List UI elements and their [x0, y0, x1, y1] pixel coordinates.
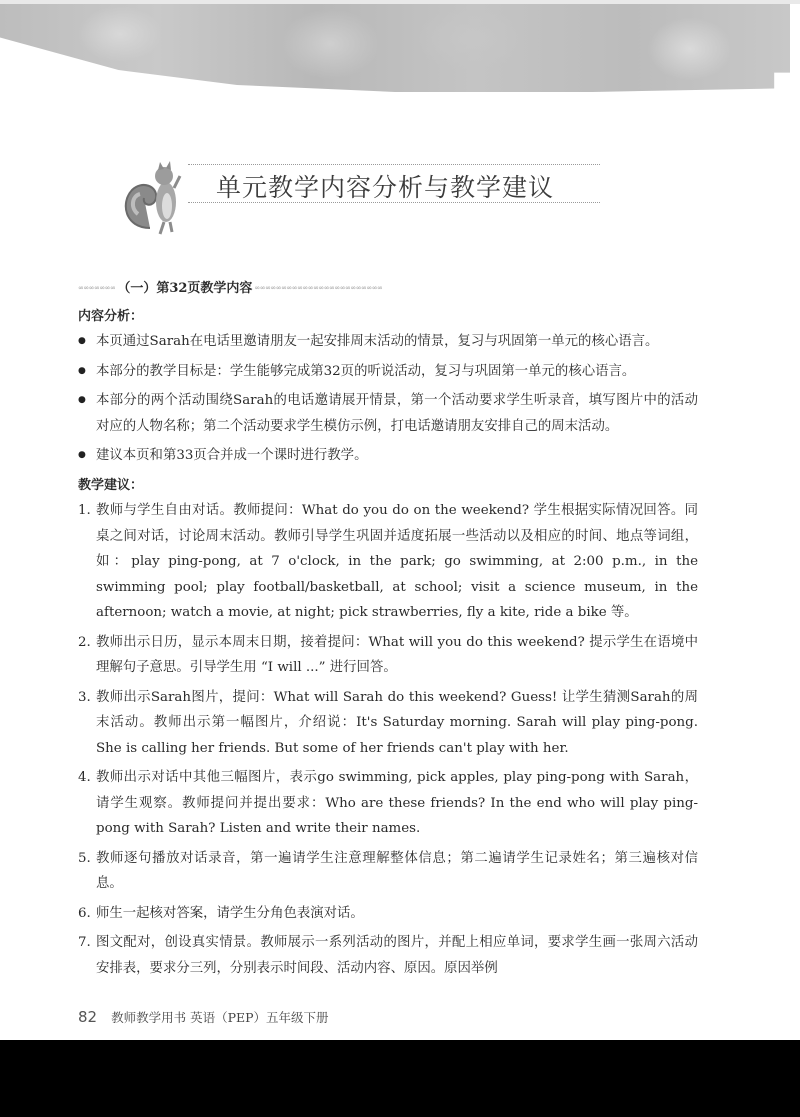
wave-ornament-left: ∞∞∞∞∞∞∞ [78, 284, 116, 292]
heading-dotted-rule-top [188, 164, 600, 165]
wave-ornament-right: ∞∞∞∞∞∞∞∞∞∞∞∞∞∞∞∞∞∞∞∞∞∞∞∞ [254, 284, 383, 292]
suggestion-step [78, 685, 698, 762]
suggestion-step [78, 846, 698, 897]
heading-dotted-rule-bottom [188, 202, 600, 203]
page-body [78, 276, 698, 985]
suggestion-step [78, 930, 698, 981]
analysis-item: ● 本页通过Sarah在电话里邀请朋友一起安排周末活动的情景，复习与巩固第一单元的核心语言。 [78, 329, 698, 355]
step-text: 教师出示对话中其他三幅图片，表示go swimming, pick apples, play ping-pong with Sarah，请学生观察。教师提问并提出要求：Who are these friends? In the end who will play ping-pong with Sarah? Listen and write their names. [96, 770, 698, 836]
section-heading-text: （一）第32页教学内容 [117, 281, 253, 296]
chapter-title: 单元教学内容分析与教学建议 [216, 173, 555, 202]
step-number: 5. [78, 850, 91, 866]
step-number: 3. [78, 689, 91, 705]
step-number: 2. [78, 634, 91, 650]
suggestion-step [78, 630, 698, 681]
scan-black-border [0, 1040, 800, 1117]
step-number: 7. [78, 935, 91, 950]
suggestion-step [78, 498, 698, 626]
page-number: 82 [78, 1008, 98, 1026]
step-number: 6. [78, 905, 91, 921]
step-text: 图文配对，创设真实情景。教师展示一系列活动的图片，并配上相应单词，要求学生画一张周六活动安排表，要求分三列，分别表示时间段、活动内容、原因。原因举例 [96, 935, 698, 976]
analysis-item: ● 本部分的教学目标是：学生能够完成第32页的听说活动，复习与巩固第一单元的核心语言。 [78, 359, 698, 385]
suggestion-step [78, 765, 698, 842]
step-text: 教师逐句播放对话录音，第一遍请学生注意理解整体信息；第二遍请学生记录姓名；第三遍核对信息。 [96, 850, 698, 891]
step-text: 教师出示日历，显示本周末日期，接着提问：What will you do this weekend? 提示学生在语境中理解句子意思。引导学生用 “I will ...” 进行回答。 [96, 634, 698, 675]
step-text: 教师与学生自由对话。教师提问：What do you do on the weekend? 学生根据实际情况回答。同桌之间对话，讨论周末活动。教师引导学生巩固并适度拓展一些活动以及相应的时间、地点等词组，如：play ping-pong, at 7 o'clock, in the park; go swimming, at 2:00 p.m., in the swimming pool; play football/basketball, at school; visit a science museum, in the afternoon; watch a movie, at night; pick strawberries, fly a kite, ride a bike 等。 [96, 503, 698, 620]
step-text: 师生一起核对答案，请学生分角色表演对话。 [96, 905, 364, 921]
analysis-label: 内容分析： [78, 308, 144, 324]
analysis-list [78, 329, 698, 469]
step-number: 4. [78, 770, 91, 785]
step-number: 1. [78, 503, 91, 518]
suggestions-label: 教学建议： [78, 477, 144, 493]
suggestions-list [78, 498, 698, 981]
book-title: 教师教学用书 英语（PEP）五年级下册 [111, 1010, 329, 1025]
section-heading [78, 276, 698, 302]
chapter-heading [120, 150, 600, 250]
page-footer [78, 1008, 329, 1026]
suggestion-step [78, 901, 698, 927]
decorative-header-banner [0, 4, 790, 92]
squirrel-mascot-icon [120, 158, 200, 238]
analysis-item: ● 本部分的两个活动围绕Sarah的电话邀请展开情景，第一个活动要求学生听录音，填写图片中的活动对应的人物名称；第二个活动要求学生模仿示例，打电话邀请朋友安排自己的周末活动。 [78, 388, 698, 439]
analysis-item: ● 建议本页和第33页合并成一个课时进行教学。 [78, 443, 698, 469]
step-text: 教师出示Sarah图片，提问：What will Sarah do this weekend? Guess! 让学生猜测Sarah的周末活动。教师出示第一幅图片，介绍说：It's Saturday morning. Sarah will play ping-pong. She is calling her friends. But some of her friends can't play with her. [96, 689, 698, 756]
scan-top-edge [0, 0, 800, 4]
